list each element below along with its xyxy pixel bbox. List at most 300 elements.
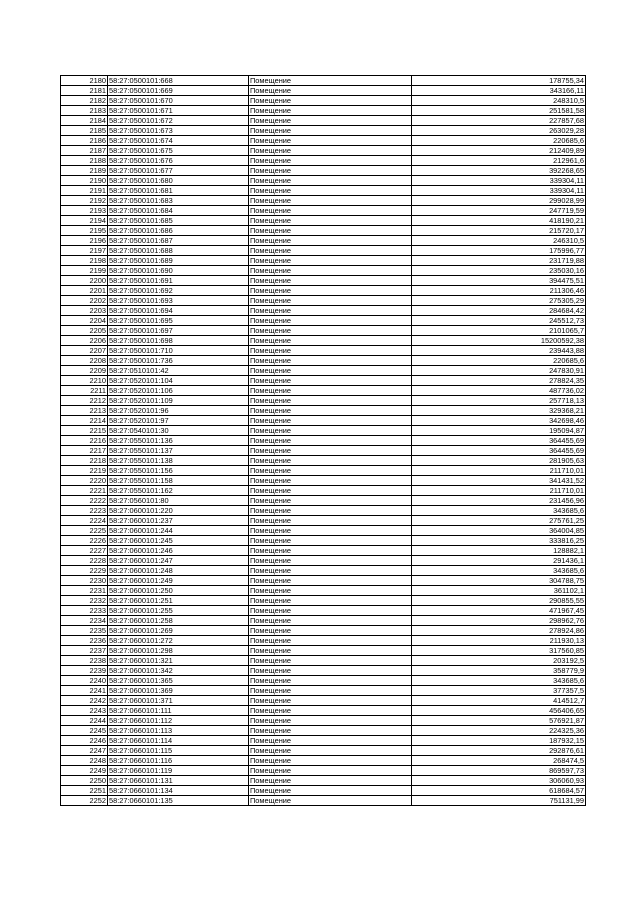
row-number-cell: 2229 [61,566,108,576]
object-type-cell: Помещение [249,236,412,246]
table-row [61,286,586,296]
cadastral-number-cell: 58:27:0500101:698 [108,336,249,346]
cadastral-value-cell: 291436,1 [412,556,586,566]
row-number-cell: 2188 [61,156,108,166]
object-type-cell: Помещение [249,256,412,266]
row-number-cell: 2210 [61,376,108,386]
table-row [61,386,586,396]
table-row [61,796,586,806]
object-type-cell: Помещение [249,456,412,466]
row-number-cell: 2222 [61,496,108,506]
cadastral-value-cell: 2101065,7 [412,326,586,336]
cadastral-value-cell: 263029,28 [412,126,586,136]
table-row [61,776,586,786]
object-type-cell: Помещение [249,466,412,476]
row-number-cell: 2239 [61,666,108,676]
cadastral-value-cell: 175996,77 [412,246,586,256]
object-type-cell: Помещение [249,186,412,196]
cadastral-value-cell: 231719,88 [412,256,586,266]
object-type-cell: Помещение [249,596,412,606]
table-row [61,206,586,216]
object-type-cell: Помещение [249,346,412,356]
row-number-cell: 2209 [61,366,108,376]
row-number-cell: 2197 [61,246,108,256]
row-number-cell: 2207 [61,346,108,356]
table-row [61,156,586,166]
table-row [61,726,586,736]
table-row [61,236,586,246]
row-number-cell: 2204 [61,316,108,326]
cadastral-number-cell: 58:27:0600101:247 [108,556,249,566]
cadastral-number-cell: 58:27:0500101:689 [108,256,249,266]
object-type-cell: Помещение [249,226,412,236]
row-number-cell: 2227 [61,546,108,556]
cadastral-number-cell: 58:27:0500101:710 [108,346,249,356]
cadastral-number-cell: 58:27:0600101:249 [108,576,249,586]
object-type-cell: Помещение [249,686,412,696]
object-type-cell: Помещение [249,106,412,116]
object-type-cell: Помещение [249,696,412,706]
cadastral-number-cell: 58:27:0660101:135 [108,796,249,806]
cadastral-number-cell: 58:27:0660101:134 [108,786,249,796]
table-row [61,786,586,796]
row-number-cell: 2203 [61,306,108,316]
cadastral-value-cell: 247719,59 [412,206,586,216]
cadastral-value-cell: 284684,42 [412,306,586,316]
table-row [61,306,586,316]
row-number-cell: 2211 [61,386,108,396]
table-row [61,176,586,186]
cadastral-value-cell: 576921,87 [412,716,586,726]
cadastral-value-cell: 15200592,38 [412,336,586,346]
object-type-cell: Помещение [249,296,412,306]
object-type-cell: Помещение [249,316,412,326]
cadastral-number-cell: 58:27:0500101:697 [108,326,249,336]
cadastral-value-cell: 257718,13 [412,396,586,406]
table-row [61,266,586,276]
cadastral-value-cell: 235030,16 [412,266,586,276]
cadastral-value-cell: 227857,68 [412,116,586,126]
cadastral-number-cell: 58:27:0600101:245 [108,536,249,546]
row-number-cell: 2236 [61,636,108,646]
object-type-cell: Помещение [249,626,412,636]
cadastral-number-cell: 58:27:0500101:669 [108,86,249,96]
cadastral-number-cell: 58:27:0660101:116 [108,756,249,766]
cadastral-value-cell: 292876,61 [412,746,586,756]
row-number-cell: 2218 [61,456,108,466]
table-row [61,316,586,326]
object-type-cell: Помещение [249,266,412,276]
object-type-cell: Помещение [249,736,412,746]
table-row [61,696,586,706]
row-number-cell: 2224 [61,516,108,526]
cadastral-number-cell: 58:27:0520101:106 [108,386,249,396]
cadastral-value-cell: 343685,6 [412,506,586,516]
object-type-cell: Помещение [249,566,412,576]
row-number-cell: 2184 [61,116,108,126]
cadastral-number-cell: 58:27:0500101:685 [108,216,249,226]
object-type-cell: Помещение [249,176,412,186]
object-type-cell: Помещение [249,526,412,536]
table-row [61,766,586,776]
object-type-cell: Помещение [249,656,412,666]
cadastral-number-cell: 58:27:0500101:695 [108,316,249,326]
row-number-cell: 2241 [61,686,108,696]
cadastral-value-cell: 343685,6 [412,566,586,576]
object-type-cell: Помещение [249,276,412,286]
table-row [61,346,586,356]
table-row [61,296,586,306]
table-row [61,336,586,346]
cadastral-value-cell: 869597,73 [412,766,586,776]
cadastral-number-cell: 58:27:0550101:137 [108,446,249,456]
cadastral-value-cell: 364455,69 [412,436,586,446]
row-number-cell: 2199 [61,266,108,276]
table-row [61,536,586,546]
object-type-cell: Помещение [249,516,412,526]
row-number-cell: 2201 [61,286,108,296]
cadastral-number-cell: 58:27:0500101:687 [108,236,249,246]
cadastral-value-cell: 317560,85 [412,646,586,656]
object-type-cell: Помещение [249,706,412,716]
cadastral-number-cell: 58:27:0660101:113 [108,726,249,736]
cadastral-value-cell: 329368,21 [412,406,586,416]
row-number-cell: 2182 [61,96,108,106]
object-type-cell: Помещение [249,356,412,366]
cadastral-value-cell: 220685,6 [412,356,586,366]
row-number-cell: 2192 [61,196,108,206]
row-number-cell: 2205 [61,326,108,336]
cadastral-value-cell: 278824,35 [412,376,586,386]
row-number-cell: 2250 [61,776,108,786]
cadastral-value-cell: 392268,65 [412,166,586,176]
cadastral-number-cell: 58:27:0660101:115 [108,746,249,756]
object-type-cell: Помещение [249,156,412,166]
cadastral-value-cell: 178755,34 [412,76,586,86]
table-row [61,626,586,636]
cadastral-number-cell: 58:27:0500101:670 [108,96,249,106]
table-body [61,76,586,806]
cadastral-number-cell: 58:27:0600101:342 [108,666,249,676]
object-type-cell: Помещение [249,546,412,556]
cadastral-value-cell: 224325,36 [412,726,586,736]
cadastral-value-cell: 306060,93 [412,776,586,786]
table-row [61,116,586,126]
row-number-cell: 2193 [61,206,108,216]
table-row [61,646,586,656]
row-number-cell: 2206 [61,336,108,346]
cadastral-value-cell: 251581,58 [412,106,586,116]
row-number-cell: 2252 [61,796,108,806]
table-row [61,226,586,236]
object-type-cell: Помещение [249,476,412,486]
object-type-cell: Помещение [249,166,412,176]
cadastral-number-cell: 58:27:0660101:114 [108,736,249,746]
table-row [61,356,586,366]
object-type-cell: Помещение [249,426,412,436]
object-type-cell: Помещение [249,766,412,776]
cadastral-value-cell: 299028,99 [412,196,586,206]
cadastral-number-cell: 58:27:0660101:111 [108,706,249,716]
table-row [61,706,586,716]
object-type-cell: Помещение [249,616,412,626]
object-type-cell: Помещение [249,286,412,296]
cadastral-value-cell: 487736,02 [412,386,586,396]
cadastral-value-cell: 418190,21 [412,216,586,226]
cadastral-number-cell: 58:27:0550101:158 [108,476,249,486]
row-number-cell: 2220 [61,476,108,486]
cadastral-number-cell: 58:27:0600101:272 [108,636,249,646]
cadastral-value-cell: 231456,96 [412,496,586,506]
cadastral-number-cell: 58:27:0550101:138 [108,456,249,466]
cadastral-number-cell: 58:27:0600101:248 [108,566,249,576]
table-row [61,466,586,476]
cadastral-value-cell: 304788,75 [412,576,586,586]
row-number-cell: 2240 [61,676,108,686]
row-number-cell: 2208 [61,356,108,366]
cadastral-value-cell: 364004,85 [412,526,586,536]
table-row [61,186,586,196]
cadastral-value-table [60,75,586,806]
row-number-cell: 2219 [61,466,108,476]
cadastral-value-cell: 212409,89 [412,146,586,156]
table-row [61,716,586,726]
object-type-cell: Помещение [249,416,412,426]
table-row [61,676,586,686]
object-type-cell: Помещение [249,586,412,596]
cadastral-number-cell: 58:27:0500101:688 [108,246,249,256]
cadastral-value-cell: 268474,5 [412,756,586,766]
cadastral-number-cell: 58:27:0600101:321 [108,656,249,666]
row-number-cell: 2217 [61,446,108,456]
cadastral-value-cell: 343166,11 [412,86,586,96]
cadastral-number-cell: 58:27:0500101:676 [108,156,249,166]
row-number-cell: 2237 [61,646,108,656]
cadastral-number-cell: 58:27:0500101:694 [108,306,249,316]
object-type-cell: Помещение [249,206,412,216]
cadastral-number-cell: 58:27:0500101:671 [108,106,249,116]
table-row [61,456,586,466]
object-type-cell: Помещение [249,136,412,146]
cadastral-number-cell: 58:27:0500101:677 [108,166,249,176]
object-type-cell: Помещение [249,246,412,256]
row-number-cell: 2187 [61,146,108,156]
row-number-cell: 2233 [61,606,108,616]
object-type-cell: Помещение [249,386,412,396]
object-type-cell: Помещение [249,496,412,506]
cadastral-value-cell: 246310,5 [412,236,586,246]
object-type-cell: Помещение [249,486,412,496]
table-row [61,656,586,666]
object-type-cell: Помещение [249,86,412,96]
table-row [61,756,586,766]
table-row [61,476,586,486]
object-type-cell: Помещение [249,116,412,126]
cadastral-value-cell: 275761,25 [412,516,586,526]
table-row [61,606,586,616]
cadastral-number-cell: 58:27:0600101:250 [108,586,249,596]
table-row [61,576,586,586]
table-row [61,736,586,746]
row-number-cell: 2238 [61,656,108,666]
table-row [61,106,586,116]
row-number-cell: 2186 [61,136,108,146]
table-row [61,566,586,576]
cadastral-number-cell: 58:27:0500101:693 [108,296,249,306]
object-type-cell: Помещение [249,726,412,736]
table-row [61,196,586,206]
row-number-cell: 2202 [61,296,108,306]
row-number-cell: 2215 [61,426,108,436]
cadastral-value-cell: 751131,99 [412,796,586,806]
object-type-cell: Помещение [249,76,412,86]
cadastral-number-cell: 58:27:0550101:136 [108,436,249,446]
cadastral-number-cell: 58:27:0500101:684 [108,206,249,216]
object-type-cell: Помещение [249,306,412,316]
cadastral-value-cell: 358779,9 [412,666,586,676]
row-number-cell: 2221 [61,486,108,496]
cadastral-value-cell: 211930,13 [412,636,586,646]
cadastral-number-cell: 58:27:0600101:269 [108,626,249,636]
cadastral-number-cell: 58:27:0600101:246 [108,546,249,556]
table-row [61,126,586,136]
cadastral-number-cell: 58:27:0520101:104 [108,376,249,386]
cadastral-number-cell: 58:27:0500101:683 [108,196,249,206]
row-number-cell: 2194 [61,216,108,226]
cadastral-value-cell: 290855,55 [412,596,586,606]
cadastral-number-cell: 58:27:0600101:365 [108,676,249,686]
object-type-cell: Помещение [249,786,412,796]
cadastral-value-cell: 211710,01 [412,486,586,496]
object-type-cell: Помещение [249,336,412,346]
cadastral-number-cell: 58:27:0500101:690 [108,266,249,276]
cadastral-value-cell: 339304,11 [412,176,586,186]
cadastral-value-cell: 471967,45 [412,606,586,616]
cadastral-number-cell: 58:27:0500101:736 [108,356,249,366]
cadastral-value-cell: 212961,6 [412,156,586,166]
object-type-cell: Помещение [249,636,412,646]
row-number-cell: 2191 [61,186,108,196]
cadastral-value-cell: 377357,5 [412,686,586,696]
cadastral-value-cell: 364455,69 [412,446,586,456]
table-row [61,416,586,426]
cadastral-number-cell: 58:27:0500101:692 [108,286,249,296]
cadastral-number-cell: 58:27:0660101:131 [108,776,249,786]
object-type-cell: Помещение [249,366,412,376]
cadastral-number-cell: 58:27:0520101:109 [108,396,249,406]
table-row [61,216,586,226]
row-number-cell: 2198 [61,256,108,266]
row-number-cell: 2225 [61,526,108,536]
cadastral-value-cell: 275305,29 [412,296,586,306]
table-row [61,616,586,626]
object-type-cell: Помещение [249,796,412,806]
cadastral-number-cell: 58:27:0500101:681 [108,186,249,196]
cadastral-number-cell: 58:27:0600101:244 [108,526,249,536]
table-row [61,396,586,406]
cadastral-value-cell: 195094,87 [412,426,586,436]
object-type-cell: Помещение [249,746,412,756]
cadastral-number-cell: 58:27:0600101:251 [108,596,249,606]
table-row [61,666,586,676]
table-row [61,76,586,86]
table-row [61,436,586,446]
cadastral-number-cell: 58:27:0520101:96 [108,406,249,416]
table-row [61,636,586,646]
cadastral-value-cell: 247830,91 [412,366,586,376]
row-number-cell: 2213 [61,406,108,416]
row-number-cell: 2231 [61,586,108,596]
table-row [61,376,586,386]
cadastral-number-cell: 58:27:0660101:112 [108,716,249,726]
row-number-cell: 2190 [61,176,108,186]
cadastral-number-cell: 58:27:0540101:30 [108,426,249,436]
cadastral-number-cell: 58:27:0600101:258 [108,616,249,626]
object-type-cell: Помещение [249,716,412,726]
table-row [61,526,586,536]
row-number-cell: 2234 [61,616,108,626]
cadastral-value-cell: 239443,88 [412,346,586,356]
cadastral-value-cell: 203192,5 [412,656,586,666]
cadastral-number-cell: 58:27:0500101:691 [108,276,249,286]
cadastral-value-cell: 128882,1 [412,546,586,556]
row-number-cell: 2249 [61,766,108,776]
table-row [61,326,586,336]
cadastral-value-cell: 343685,6 [412,676,586,686]
table-row [61,446,586,456]
row-number-cell: 2181 [61,86,108,96]
object-type-cell: Помещение [249,606,412,616]
table-row [61,586,586,596]
cadastral-number-cell: 58:27:0500101:686 [108,226,249,236]
row-number-cell: 2242 [61,696,108,706]
row-number-cell: 2230 [61,576,108,586]
row-number-cell: 2232 [61,596,108,606]
row-number-cell: 2228 [61,556,108,566]
object-type-cell: Помещение [249,146,412,156]
table-row [61,506,586,516]
object-type-cell: Помещение [249,536,412,546]
row-number-cell: 2244 [61,716,108,726]
cadastral-number-cell: 58:27:0500101:672 [108,116,249,126]
cadastral-value-cell: 248310,5 [412,96,586,106]
row-number-cell: 2200 [61,276,108,286]
cadastral-number-cell: 58:27:0600101:255 [108,606,249,616]
cadastral-value-cell: 278924,86 [412,626,586,636]
object-type-cell: Помещение [249,436,412,446]
object-type-cell: Помещение [249,406,412,416]
table-row [61,596,586,606]
cadastral-number-cell: 58:27:0600101:371 [108,696,249,706]
table-row [61,426,586,436]
cadastral-value-cell: 414512,7 [412,696,586,706]
row-number-cell: 2216 [61,436,108,446]
table-row [61,406,586,416]
object-type-cell: Помещение [249,666,412,676]
cadastral-value-cell: 215720,17 [412,226,586,236]
cadastral-value-cell: 394475,51 [412,276,586,286]
object-type-cell: Помещение [249,556,412,566]
table-row [61,486,586,496]
cadastral-number-cell: 58:27:0600101:220 [108,506,249,516]
cadastral-number-cell: 58:27:0560101:80 [108,496,249,506]
cadastral-number-cell: 58:27:0600101:237 [108,516,249,526]
object-type-cell: Помещение [249,126,412,136]
cadastral-number-cell: 58:27:0600101:369 [108,686,249,696]
object-type-cell: Помещение [249,776,412,786]
object-type-cell: Помещение [249,446,412,456]
table-row [61,556,586,566]
